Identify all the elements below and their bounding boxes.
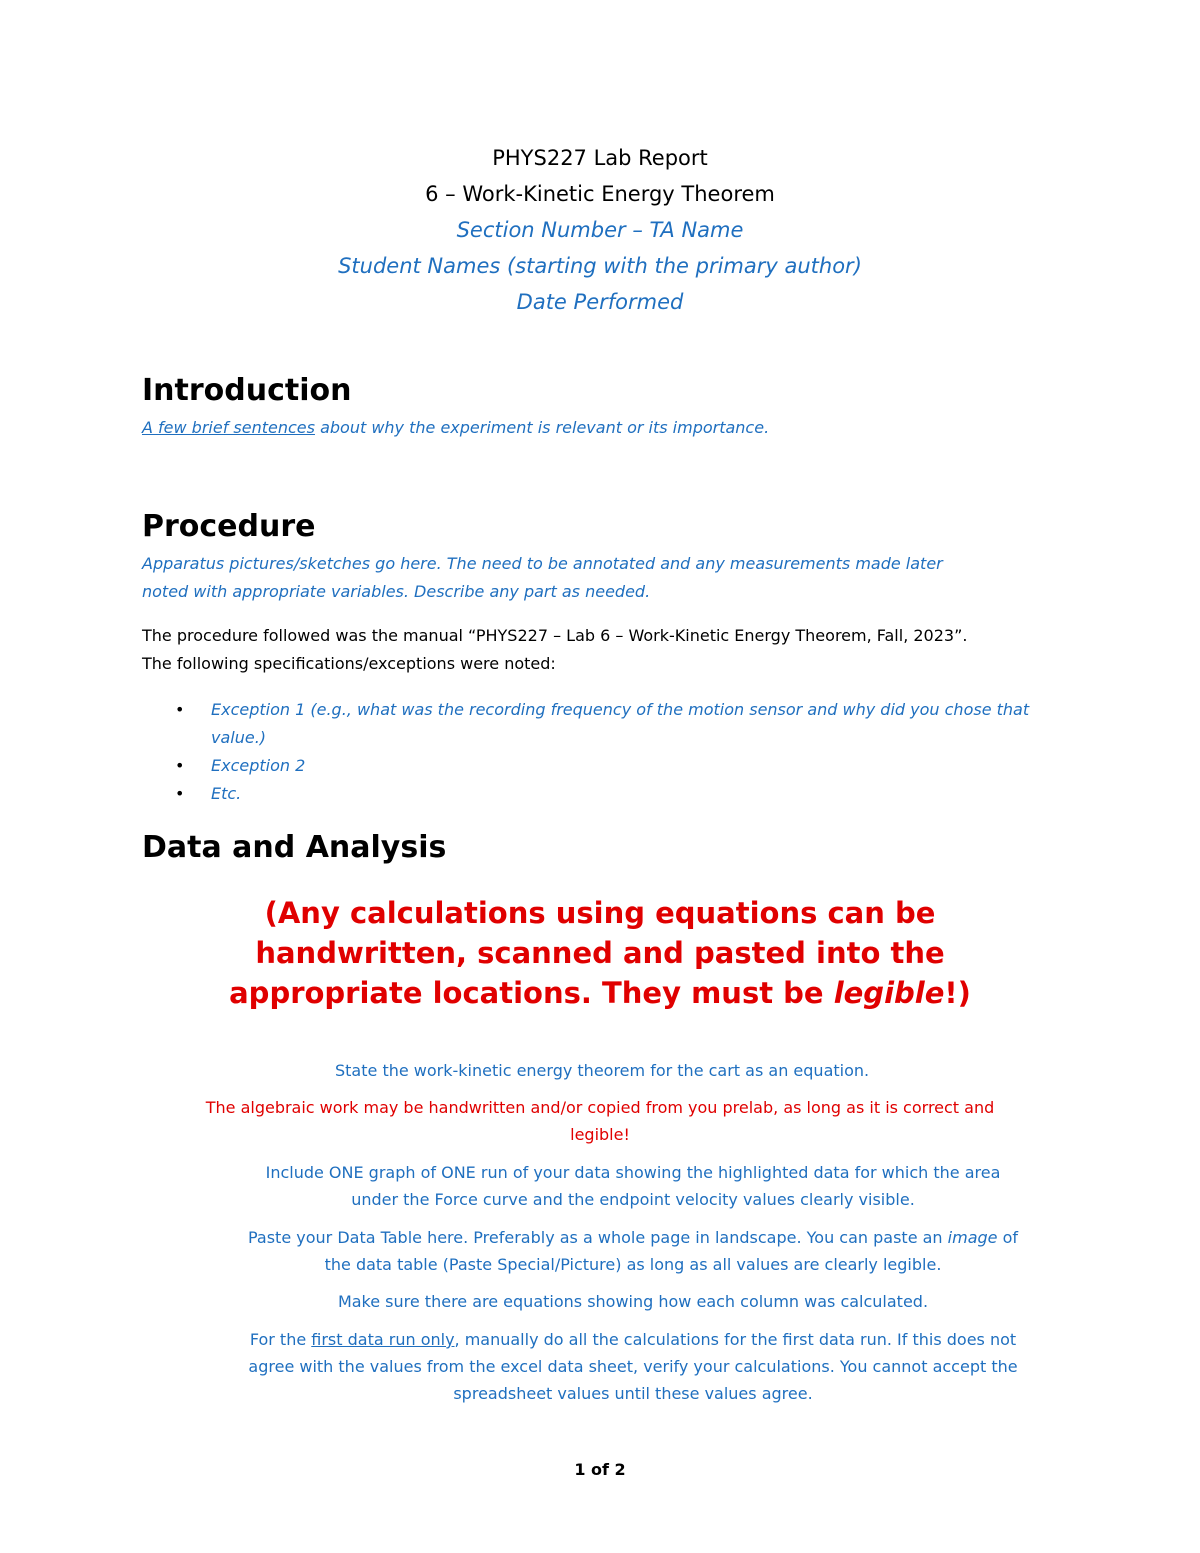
notice-text: !): [944, 976, 971, 1010]
first-run-text: , manually do all the calculations for the first data run. If this does not: [454, 1330, 1017, 1349]
graph-instructions: [200, 1159, 1066, 1213]
data-table-line: the data table (Paste Special/Picture) as long as all values are clearly legible.: [324, 1255, 942, 1274]
bullet-icon: •: [175, 700, 185, 719]
handwritten-notice-line: handwritten, scanned and pasted into the: [255, 936, 945, 970]
algebraic-work-line: The algebraic work may be handwritten and/or copied from you prelab, as long as it is correct and: [205, 1098, 995, 1117]
introduction-placeholder: [142, 418, 769, 437]
first-run-line: agree with the values from the excel data sheet, verify your calculations. You cannot accept the: [248, 1357, 1018, 1376]
notice-emphasis: legible: [833, 976, 945, 1010]
data-table-instructions: [180, 1224, 1086, 1278]
procedure-instructions: [142, 550, 1062, 606]
table-emphasis: image: [947, 1228, 998, 1247]
exception-item: [175, 752, 1075, 780]
data-table-line: [180, 1224, 1086, 1251]
bullet-icon: •: [175, 756, 185, 775]
first-run-line: spreadsheet values until these values agree.: [453, 1384, 813, 1403]
bullet-icon: •: [175, 784, 185, 803]
state-theorem-prompt: State the work-kinetic energy theorem for the cart as an equation.: [335, 1061, 870, 1080]
procedure-followed-text: [142, 622, 1062, 678]
graph-instructions-line: Include ONE graph of ONE run of your data showing the highlighted data for which the area: [265, 1163, 1001, 1182]
procedure-followed-line: The following specifications/exceptions were noted:: [142, 654, 556, 673]
introduction-link[interactable]: A few brief sentences: [142, 418, 315, 437]
first-run-instructions: [180, 1326, 1086, 1407]
procedure-followed-line: The procedure followed was the manual “PHYS227 – Lab 6 – Work-Kinetic Energy Theorem, Fall, 2023”.: [142, 626, 968, 645]
introduction-rest: about why the experiment is relevant or its importance.: [314, 418, 770, 437]
first-run-line: [180, 1326, 1086, 1353]
notice-text: appropriate locations. They must be: [229, 976, 834, 1010]
exception-item: [175, 696, 1075, 752]
procedure-instructions-line: noted with appropriate variables. Describe any part as needed.: [142, 582, 651, 601]
equations-note: Make sure there are equations showing how each column was calculated.: [337, 1292, 929, 1311]
first-run-underlined: first data run only: [311, 1330, 455, 1349]
student-names-placeholder: Student Names (starting with the primary author): [338, 254, 862, 278]
section-ta-placeholder: Section Number – TA Name: [456, 218, 744, 242]
handwritten-notice-line: (Any calculations using equations can be: [264, 896, 936, 930]
algebraic-work-line: legible!: [570, 1125, 630, 1144]
exception-text: Exception 2: [211, 756, 306, 775]
data-analysis-heading: Data and Analysis: [142, 830, 447, 865]
page-number: 1 of 2: [574, 1460, 626, 1479]
exception-item: [175, 780, 1075, 808]
exception-text: Exception 1 (e.g., what was the recording frequency of the motion sensor and why did you chose that value.): [211, 700, 1030, 747]
handwritten-notice: [0, 893, 1200, 1013]
report-course-title: PHYS227 Lab Report: [492, 146, 708, 170]
report-lab-title: 6 – Work-Kinetic Energy Theorem: [425, 182, 775, 206]
table-text: Paste your Data Table here. Preferably as a whole page in landscape. You can paste an: [247, 1228, 948, 1247]
exceptions-list: [175, 696, 1075, 808]
algebraic-work-note: [0, 1094, 1200, 1148]
introduction-heading: Introduction: [142, 373, 352, 408]
procedure-heading: Procedure: [142, 509, 316, 544]
graph-instructions-line: under the Force curve and the endpoint velocity values clearly visible.: [351, 1190, 915, 1209]
procedure-instructions-line: Apparatus pictures/sketches go here. The need to be annotated and any measurements made later: [142, 554, 943, 573]
handwritten-notice-line: [0, 973, 1200, 1013]
date-performed-placeholder: Date Performed: [516, 290, 684, 314]
first-run-text: For the: [249, 1330, 312, 1349]
exception-text: Etc.: [211, 784, 242, 803]
table-text: of: [997, 1228, 1019, 1247]
